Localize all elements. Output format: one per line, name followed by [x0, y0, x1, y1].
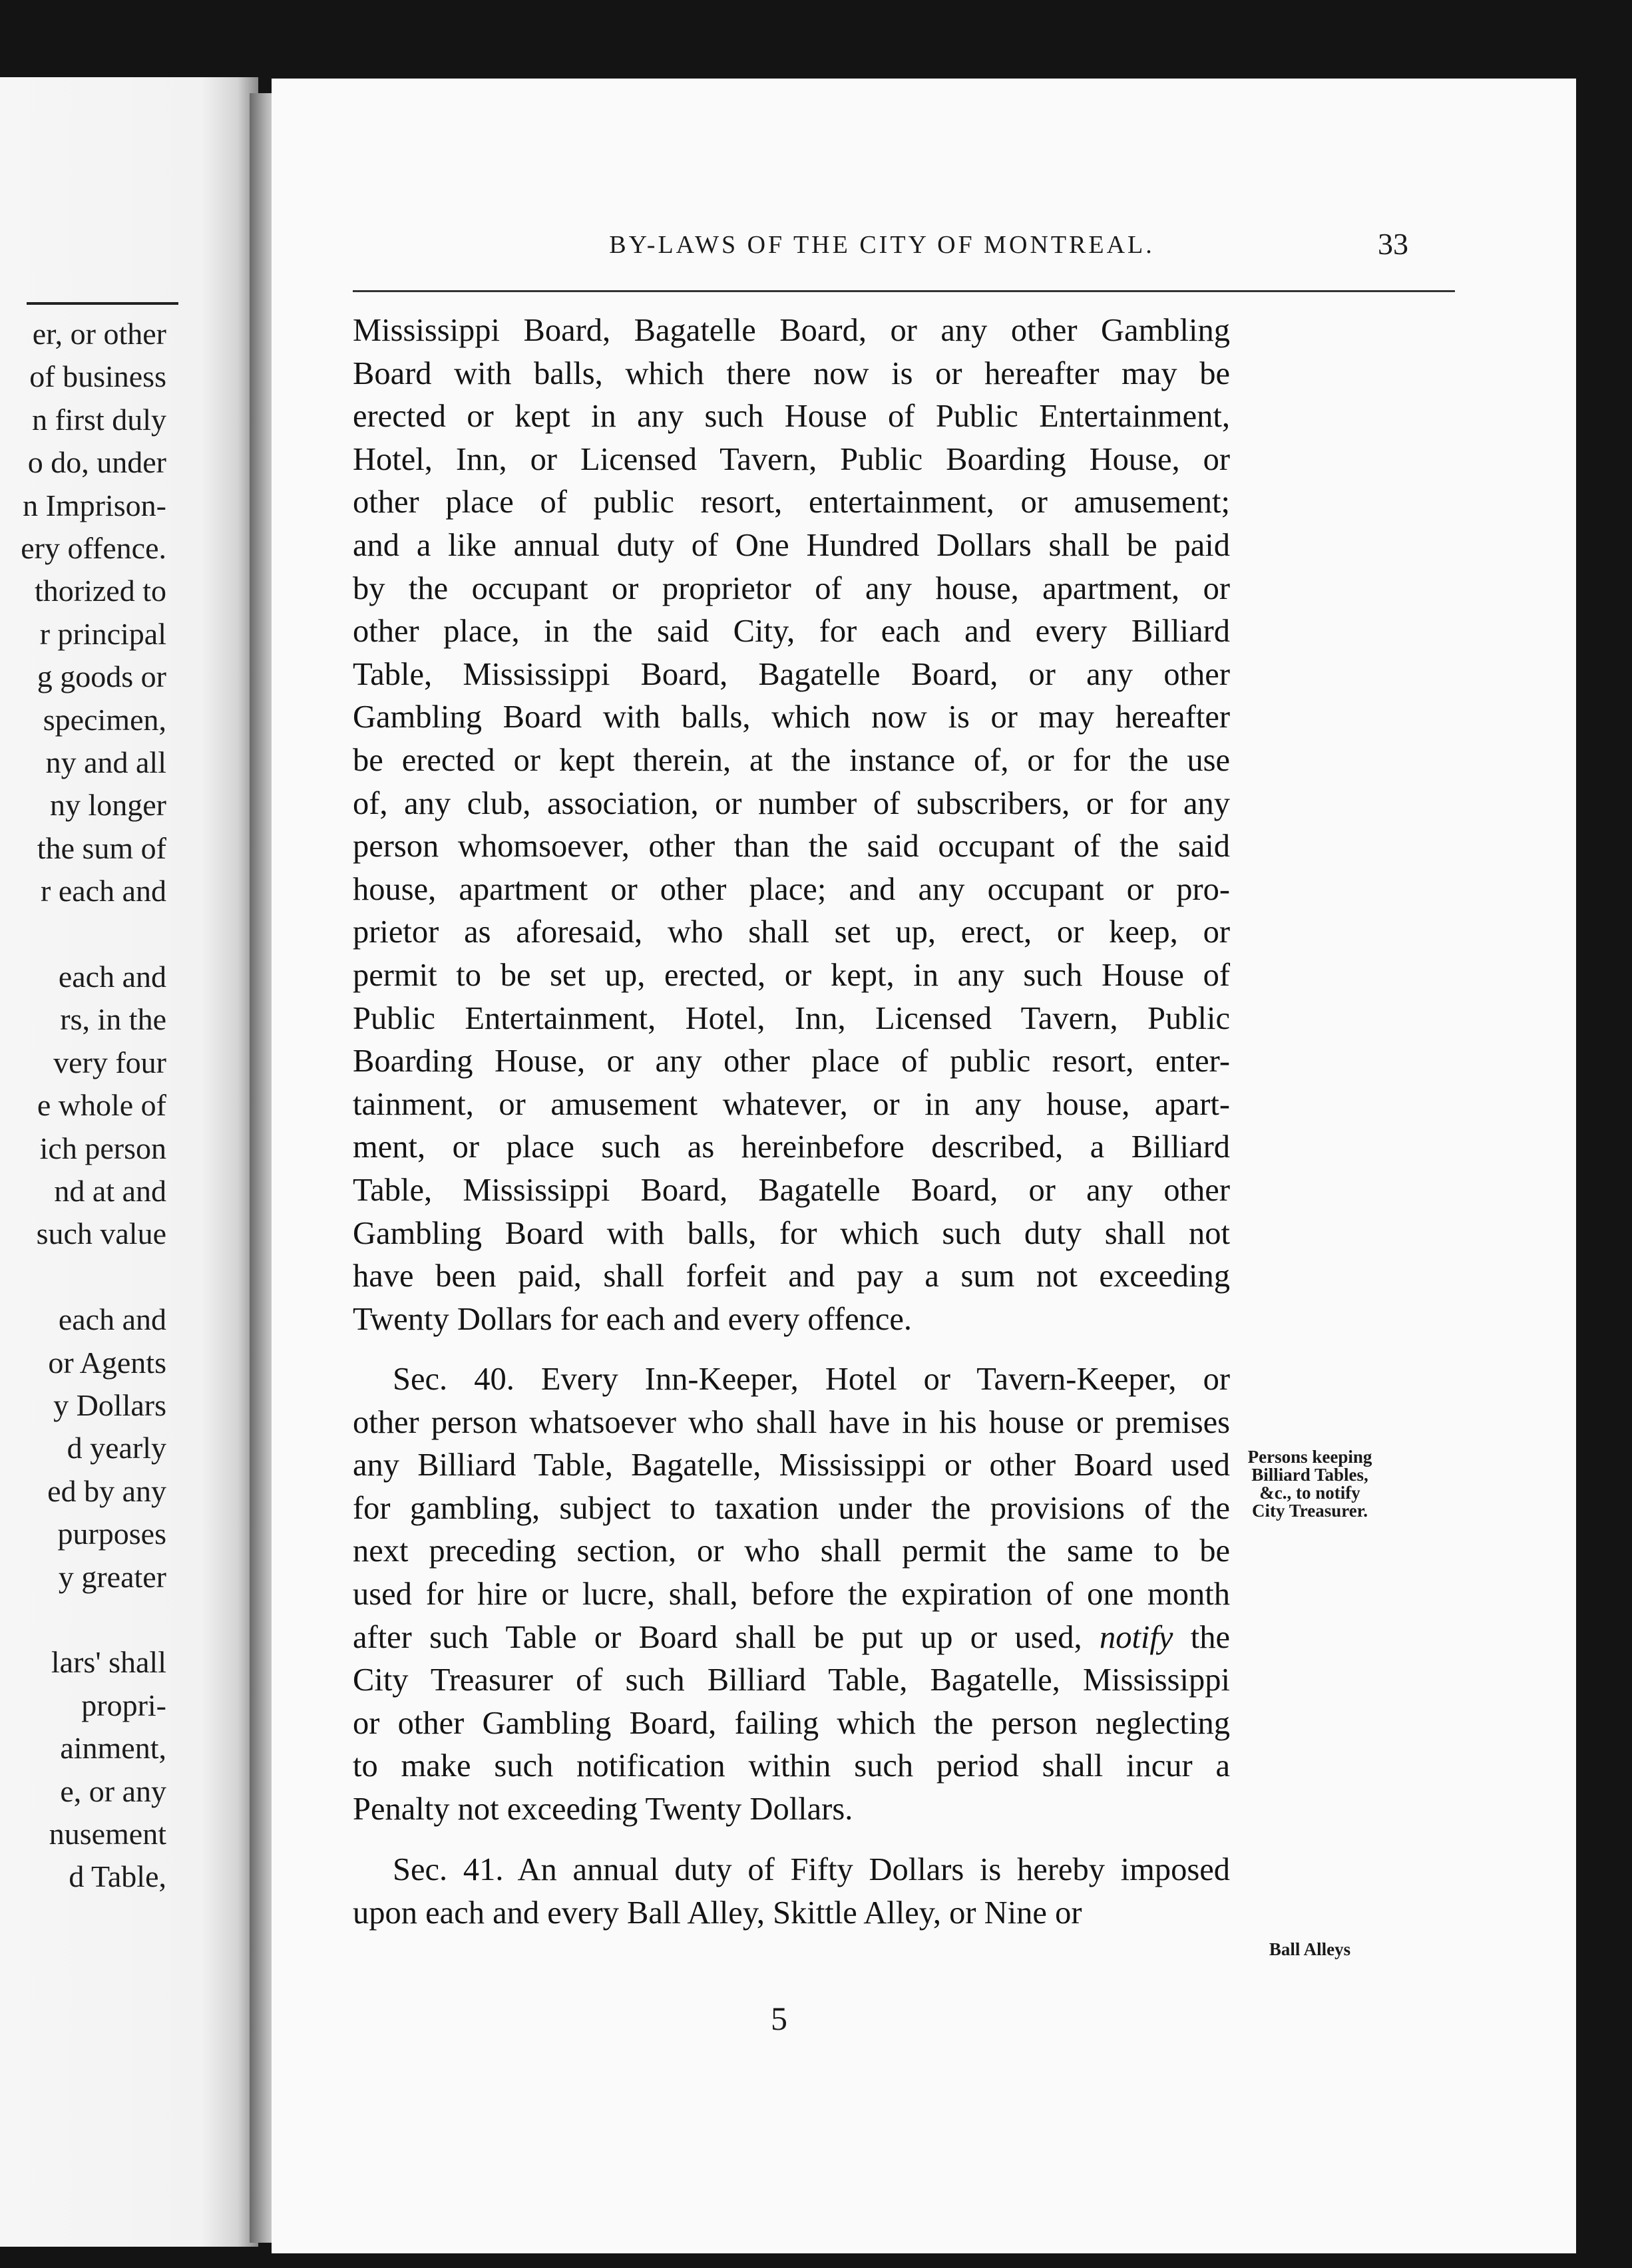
body-line: other person whatsoever who shall have in his house or premises — [353, 1404, 1230, 1440]
body-line: person whomsoever, other than the said occupant of the said — [353, 829, 1230, 864]
facing-page-line: of business — [29, 359, 166, 394]
facing-page-line: y greater — [58, 1559, 166, 1594]
folio-signature: 5 — [771, 2000, 787, 2037]
facing-page-line: such value — [36, 1217, 166, 1251]
body-line: ment, or place such as hereinbefore described, a Billiard — [353, 1129, 1230, 1165]
body-line: or other Gambling Board, failing which the person neglecting — [353, 1705, 1230, 1741]
page-number: 33 — [1378, 227, 1408, 261]
body-line: erected or kept in any such House of Public Entertainment, — [353, 399, 1230, 435]
body-line: Sec. 40. Every Inn-Keeper, Hotel or Tavern-Keeper, or — [393, 1362, 1230, 1397]
body-line: other place, in the said City, for each and every Billiard — [353, 614, 1230, 650]
facing-page-line: n Imprison- — [23, 488, 166, 522]
body-line: Boarding House, or any other place of public resort, enter- — [353, 1043, 1230, 1079]
facing-page-line: ny longer — [49, 788, 166, 823]
facing-page-line: nusement — [49, 1817, 166, 1851]
facing-page-line: ed by any — [47, 1473, 166, 1508]
facing-page-line: d Table, — [69, 1859, 166, 1894]
body-line: Mississippi Board, Bagatelle Board, or any other Gambling — [353, 313, 1230, 348]
facing-page-line: ainment, — [60, 1731, 166, 1766]
body-line: Sec. 41. An annual duty of Fifty Dollars is hereby imposed — [393, 1852, 1230, 1887]
facing-page-line: purposes — [57, 1517, 166, 1551]
facing-page-line: thorized to — [35, 574, 166, 608]
body-line: Twenty Dollars for each and every offence. — [353, 1301, 913, 1337]
facing-page-line: y Dollars — [53, 1388, 166, 1422]
facing-page-line: ich person — [39, 1131, 166, 1165]
body-line: Hotel, Inn, or Licensed Tavern, Public Boarding House, or — [353, 441, 1230, 477]
body-line: to make such notification within such period shall incur a — [353, 1748, 1230, 1784]
facing-page-line: e whole of — [37, 1088, 166, 1123]
facing-page-line: n first duly — [32, 402, 166, 437]
facing-page — [0, 77, 258, 2247]
facing-page-line: g goods or — [37, 660, 166, 694]
facing-page-line: the sum of — [37, 831, 166, 865]
body-line: other place of public resort, entertainment, or amusement; — [353, 484, 1230, 520]
running-head: BY-LAWS OF THE CITY OF MONTREAL. — [609, 231, 1155, 259]
body-line: have been paid, shall forfeit and pay a sum not exceeding — [353, 1258, 1230, 1294]
facing-page-rule — [27, 302, 178, 305]
body-line: Gambling Board with balls, for which such duty shall not — [353, 1215, 1230, 1251]
body-line: prietor as aforesaid, who shall set up, erect, or keep, or — [353, 914, 1230, 950]
body-line: permit to be set up, erected, or kept, in any such House of — [353, 958, 1230, 993]
body-line: house, apartment or other place; and any occupant or pro- — [353, 871, 1230, 907]
facing-page-line: er, or other — [32, 317, 166, 351]
body-line: Gambling Board with balls, which now is or may hereafter — [353, 699, 1230, 735]
body-line: Public Entertainment, Hotel, Inn, Licensed Tavern, Public — [353, 1000, 1230, 1036]
book-page — [272, 79, 1576, 2253]
body-line: after such Table or Board shall be put up or used, notify the — [353, 1619, 1230, 1655]
facing-page-line: d yearly — [67, 1431, 166, 1465]
facing-page-line: very four — [53, 1045, 166, 1079]
body-line: next preceding section, or who shall permit the same to be — [353, 1533, 1230, 1569]
facing-page-line: ery offence. — [21, 531, 166, 565]
body-line: any Billiard Table, Bagatelle, Mississippi or other Board used — [353, 1447, 1230, 1483]
side-note-sec40: Persons keeping Billiard Tables, &c., to notify City Treasurer. — [1247, 1447, 1372, 1521]
facing-page-line: rs, in the — [60, 1002, 166, 1037]
side-note-sec41: Ball Alleys — [1269, 1939, 1351, 1959]
body-line: Penalty not exceeding Twenty Dollars. — [353, 1792, 853, 1827]
body-line: tainment, or amusement whatever, or in any house, apart- — [353, 1086, 1230, 1122]
facing-page-line: o do, under — [27, 445, 166, 480]
body-line: for gambling, subject to taxation under the provisions of the — [353, 1490, 1230, 1526]
facing-page-line: lars' shall — [51, 1645, 166, 1680]
body-line: Table, Mississippi Board, Bagatelle Board, or any other — [353, 656, 1230, 692]
body-line: used for hire or lucre, shall, before the expiration of one month — [353, 1577, 1230, 1612]
body-line: and a like annual duty of One Hundred Dollars shall be paid — [353, 528, 1230, 563]
facing-page-line: r principal — [39, 616, 166, 651]
facing-page-line: r each and — [41, 874, 166, 908]
body-line: Board with balls, which there now is or hereafter may be — [353, 355, 1230, 391]
facing-page-line: ny and all — [45, 745, 166, 779]
body-line: be erected or kept therein, at the instance of, or for the use — [353, 743, 1230, 778]
facing-page-line: e, or any — [60, 1774, 166, 1808]
body-line: upon each and every Ball Alley, Skittle Alley, or Nine or — [353, 1895, 1082, 1931]
facing-page-line: propri- — [81, 1688, 166, 1722]
facing-page-line: each and — [58, 1302, 166, 1337]
body-line: Table, Mississippi Board, Bagatelle Board, or any other — [353, 1173, 1230, 1208]
body-line: by the occupant or proprietor of any house, apartment, or — [353, 570, 1230, 606]
facing-page-line: specimen, — [43, 702, 166, 737]
body-line: of, any club, association, or number of subscribers, or for any — [353, 785, 1230, 821]
facing-page-line: nd at and — [54, 1174, 166, 1208]
body-line: City Treasurer of such Billiard Table, Bagatelle, Mississippi — [353, 1662, 1230, 1698]
header-rule — [353, 290, 1455, 292]
facing-page-line: each and — [58, 960, 166, 994]
facing-page-line: or Agents — [48, 1345, 166, 1380]
